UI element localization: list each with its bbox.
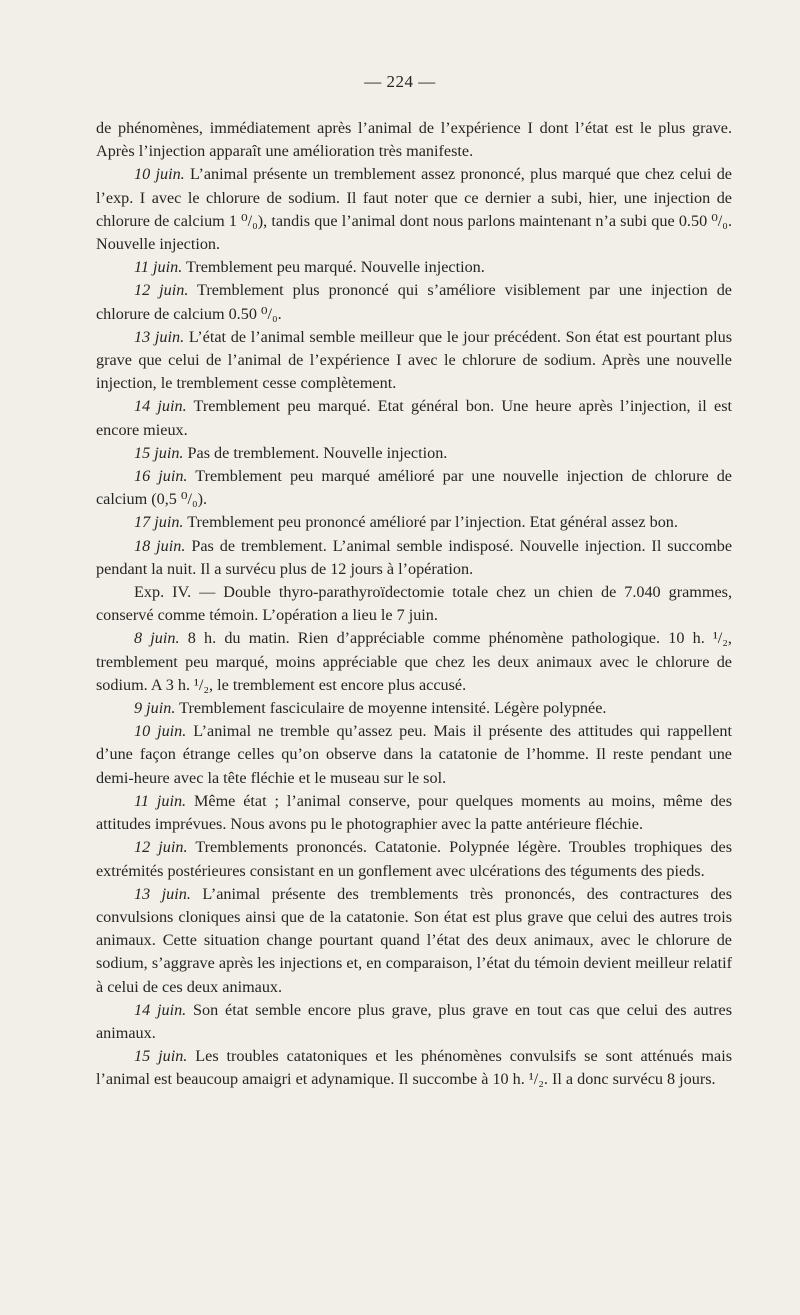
paragraph-text: Même état ; l’animal conserve, pour quelques moments au moins, même des attitudes imprévues. Nous avons pu le photographier avec la patte antérieure fléchie. (96, 791, 733, 834)
body-text (96, 117, 732, 1092)
entry-date: 8 juin. (134, 629, 180, 648)
entry-date: 18 juin. (134, 536, 186, 555)
entry-date: 13 juin. (134, 884, 191, 903)
paragraph (96, 442, 732, 465)
paragraph (96, 465, 732, 511)
paragraph-text: Les troubles catatoniques et les phénomènes convulsifs se sont atténués mais l’animal est beaucoup amaigri et adynamique. Il succombe à 10 h. ¹/₂. Il a donc survécu 8 jours. (96, 1047, 732, 1089)
entry-date: 17 juin. (134, 513, 184, 532)
paragraph (96, 720, 732, 790)
paragraph (96, 117, 732, 163)
paragraph-text: Tremblement fasciculaire de moyenne intensité. Légère polypnée. (175, 699, 607, 718)
entry-date: 14 juin. (134, 397, 187, 416)
paragraph-text: L’état de l’animal semble meilleur que le jour précédent. Son état est pourtant plus grave que celui de l’animal de l’expérience I avec le chlorure de sodium. Après une nouvelle injection, le tremblement cesse complètement. (96, 327, 733, 393)
paragraph (96, 163, 732, 256)
paragraph-text: Tremblement peu prononcé amélioré par l’injection. Etat général assez bon. (183, 513, 678, 532)
paragraph-text: Tremblement plus prononcé qui s’améliore visiblement par une injection de chlorure de calcium 0.50 ⁰/₀. (96, 281, 732, 323)
paragraph-text: L’animal présente des tremblements très prononcés, des contractures des convulsions cloniques ainsi que de la catatonie. Son état est plus grave que celui des autres trois animaux. Cette situation change pourtant quand l’état des deux animaux, avec le chlorure de sodium, s’aggrave après les injections et, en comparaison, l’état du témoin devient meilleur relatif à celui de ces deux animaux. (96, 884, 733, 996)
entry-date: 15 juin. (134, 1047, 188, 1066)
paragraph (96, 256, 732, 279)
paragraph-text: Son état semble encore plus grave, plus grave en tout cas que celui des autres animaux. (96, 1000, 733, 1042)
paragraph-text: 8 h. du matin. Rien d’appréciable comme phénomène pathologique. 10 h. ¹/₂, tremblement peu marqué, moins appréciable que chez les deux animaux avec le chlorure de sodium. A 3 h. ¹/₂, le tremblement est encore plus accusé. (96, 629, 732, 694)
entry-date: 16 juin. (134, 467, 188, 486)
entry-date: 11 juin. (134, 791, 187, 810)
page-number: — 224 — (364, 72, 436, 91)
entry-date: 9 juin. (134, 699, 176, 718)
paragraph (96, 326, 732, 396)
paragraph (96, 790, 732, 836)
paragraph (96, 535, 732, 581)
paragraph (96, 697, 732, 720)
entry-date: 10 juin. (134, 165, 185, 184)
entry-date: 13 juin. (134, 327, 185, 346)
paragraph-text: L’animal ne tremble qu’assez peu. Mais il présente des attitudes qui rappellent d’une façon étrange celles qu’on observe dans la catatonie de l’homme. Il reste pendant une demi-heure avec la tête fléchie et le museau sur le sol. (96, 722, 732, 787)
paragraph-text: Tremblement peu marqué. Etat général bon. Une heure après l’injection, il est encore mieux. (96, 397, 732, 439)
paragraph (96, 836, 732, 882)
paragraph (96, 1045, 732, 1091)
paragraph-text: Pas de tremblement. Nouvelle injection. (183, 443, 448, 462)
paragraph-text: L’animal présente un tremblement assez prononcé, plus marqué que chez celui de l’exp. I avec le chlorure de sodium. Il faut noter que ce dernier a subi, hier, une injection de chlorure de calcium 1 ⁰/₀), tandis que l’animal dont nous parlons maintenant n’a subi que 0.50 ⁰/₀. Nouvelle injection. (96, 165, 732, 254)
paragraph-text: Tremblement peu marqué amélioré par une nouvelle injection de chlorure de calcium (0,5 ⁰/₀). (96, 467, 732, 509)
paragraph (96, 581, 732, 627)
paragraph (96, 999, 732, 1045)
entry-date: 15 juin. (134, 443, 184, 462)
paragraph-text: de phénomènes, immédiatement après l’animal de l’expérience I dont l’état est le plus grave. Après l’injection apparaît une amélioration très manifeste. (96, 119, 732, 161)
paragraph-text: Tremblements prononcés. Catatonie. Polypnée légère. Troubles trophiques des extrémités postérieures consistant en un gonflement avec ulcérations des téguments des pieds. (96, 838, 732, 880)
entry-date: 12 juin. (134, 838, 188, 857)
paragraph (96, 395, 732, 441)
paragraph (96, 279, 732, 325)
entry-date: 11 juin. (134, 258, 183, 277)
entry-date: 10 juin. (134, 722, 187, 741)
entry-date: 14 juin. (134, 1000, 187, 1019)
paragraph (96, 883, 732, 999)
paragraph (96, 627, 732, 697)
paragraph-text: Exp. IV. — Double thyro-parathyroïdectomie totale chez un chien de 7.040 grammes, conservé comme témoin. L’opération a lieu le 7 juin. (96, 583, 732, 625)
entry-date: 12 juin. (134, 281, 189, 300)
paragraph-text: Tremblement peu marqué. Nouvelle injection. (182, 258, 485, 277)
paragraph-text: Pas de tremblement. L’animal semble indisposé. Nouvelle injection. Il succombe pendant la nuit. Il a survécu plus de 12 jours à l’opération. (96, 536, 732, 578)
paragraph (96, 511, 732, 534)
